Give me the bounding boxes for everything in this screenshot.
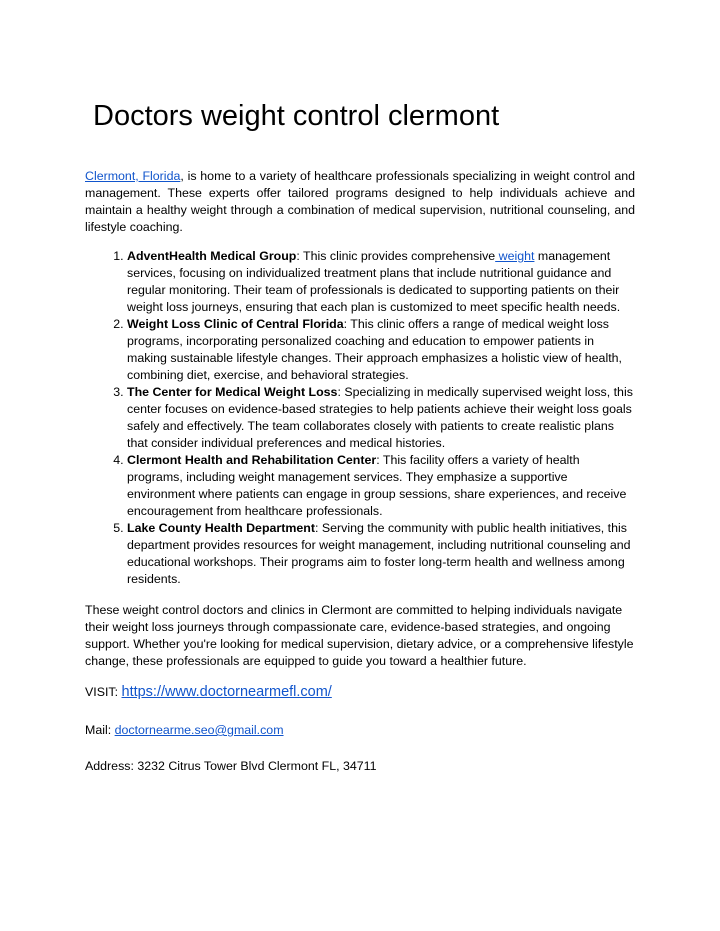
clinic-description: : This clinic offers a range of medical weight loss programs, incorporating personalized coaching and education to empower patients in making sustainable lifestyle changes. Their approach emphasizes a holistic view of health, combining diet, exercise, and behavioral strategies.: [127, 317, 622, 382]
list-item: [127, 248, 635, 316]
address-line: Address: 3232 Citrus Tower Blvd Clermont FL, 34711: [85, 759, 377, 773]
weight-link[interactable]: weight: [495, 249, 535, 263]
clinic-name: The Center for Medical Weight Loss: [127, 385, 338, 399]
clinic-description: management services, focusing on individualized treatment plans that include nutritional guidance and regular monitoring. Their team of professionals is dedicated to supporting patients on their weight loss journeys, ensuring that each plan is customized to meet specific health needs.: [127, 249, 621, 314]
visit-label: VISIT:: [85, 685, 122, 699]
clinic-name: AdventHealth Medical Group: [127, 249, 297, 263]
mail-line: [85, 722, 635, 739]
email-link[interactable]: doctornearme.seo@gmail.com: [114, 723, 284, 737]
document-body: [85, 168, 635, 775]
page-title: Doctors weight control clermont: [93, 100, 500, 132]
clinic-description: : Serving the community with public health initiatives, this department provides resources for weight management, including nutritional counseling and educational workshops. Their programs aim to foster long-term health and wellness among residents.: [127, 521, 631, 586]
clinic-description: : This facility offers a variety of health programs, including weight management services. They emphasize a supportive environment where patients can engage in group sessions, share experiences, and receive encouragement from healthcare professionals.: [127, 453, 627, 518]
intro-text: , is home to a variety of healthcare professionals specializing in weight control and management. These experts offer tailored programs designed to help individuals achieve and maintain a healthy weight through a combination of medical supervision, nutritional counseling, and lifestyle coaching.: [85, 169, 636, 234]
mail-label: Mail:: [85, 723, 115, 737]
list-item: [127, 384, 635, 452]
list-item: [127, 316, 635, 384]
list-item: [127, 452, 635, 520]
closing-paragraph: These weight control doctors and clinics in Clermont are committed to helping individuals navigate their weight loss journeys through compassionate care, evidence-based strategies, and ongoing support. Whether you're looking for medical supervision, dietary advice, or a comprehensive lifestyle change, these professionals are equipped to guide you toward a healthier future.: [85, 603, 634, 668]
clermont-florida-link[interactable]: Clermont, Florida: [85, 169, 181, 183]
visit-line: [85, 684, 635, 701]
intro-paragraph: [85, 168, 635, 236]
clinic-description: : Specializing in medically supervised weight loss, this center focuses on evidence-based strategies to help patients achieve their weight loss goals safely and effectively. The team collaborates closely with patients to create realistic plans that consider individual preferences and medical histories.: [127, 385, 633, 450]
clinic-name: Lake County Health Department: [127, 521, 315, 535]
clinic-name: Clermont Health and Rehabilitation Center: [127, 453, 377, 467]
clinic-list: [85, 248, 635, 588]
clinic-description: : This clinic provides comprehensive: [296, 249, 496, 263]
website-link[interactable]: https://www.doctornearmefl.com/: [121, 684, 332, 700]
list-item: [127, 520, 635, 588]
clinic-name: Weight Loss Clinic of Central Florida: [127, 317, 344, 331]
